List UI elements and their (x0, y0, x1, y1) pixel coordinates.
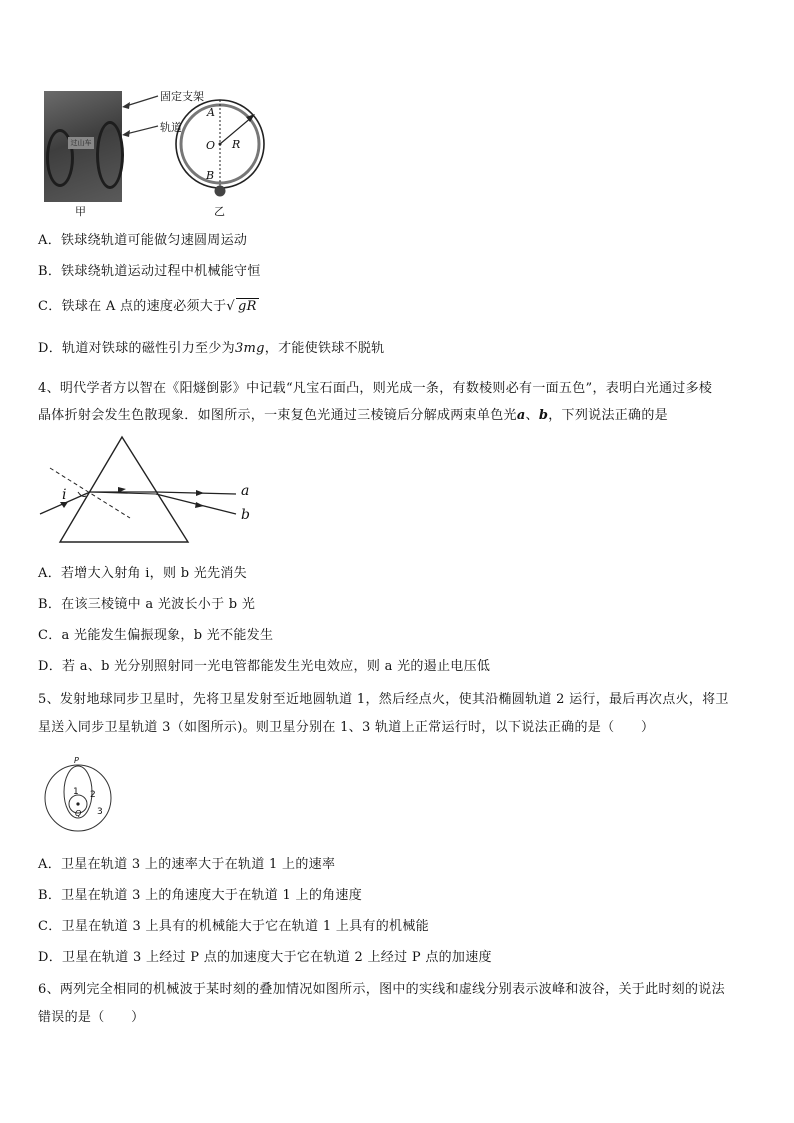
point-r-label: R (232, 138, 241, 151)
track-arrow (126, 126, 158, 134)
point-o-label: O (206, 139, 216, 152)
q3-option-c (38, 295, 259, 314)
center-dot (219, 143, 222, 146)
q3-option-d-suffix: ，才能使铁球不脱轨 (264, 341, 385, 356)
caption-yi: 乙 (214, 205, 225, 218)
q4-stem-line2 (38, 404, 668, 423)
orbit-label-1: 1 (73, 787, 79, 797)
orbit-diagram (40, 756, 116, 838)
orbit-3 (45, 765, 111, 831)
orbit-label-3: 3 (97, 807, 103, 817)
q3-option-a: A．铁球绕轨道可能做匀速圆周运动 (38, 233, 248, 248)
q5-option-c: C．卫星在轨道 3 上具有的机械能大于它在轨道 1 上具有的机械能 (38, 919, 429, 934)
q5-stem-line2: 星送入同步卫星轨道 3（如图所示)。则卫星分别在 1、3 轨道上正常运行时，以下说法正确的是（ ） (38, 720, 655, 735)
q4-option-c: C．a 光能发生偏振现象，b 光不能发生 (38, 628, 274, 643)
q5-option-b: B．卫星在轨道 3 上的角速度大于在轨道 1 上的角速度 (38, 888, 363, 903)
bracket-arrow (126, 96, 158, 106)
q3-option-d (38, 337, 384, 356)
track-label: 轨道 (160, 121, 182, 134)
orbit-label-2: 2 (90, 790, 96, 800)
iron-ball (215, 186, 226, 197)
q3-option-d-text: D．轨道对铁球的磁性引力至少为 (38, 341, 235, 356)
prism-label-a: a (241, 483, 250, 499)
q4-stem-a: a (516, 408, 526, 423)
point-a-label: A (207, 106, 215, 119)
prism-diagram (38, 432, 268, 547)
prism-label-i: i (62, 487, 67, 503)
photo-tag: 过山车 (68, 137, 94, 149)
q3-option-c-text: C．铁球在 A 点的速度必须大于 (38, 299, 227, 314)
q4-stem-sep: 、 (525, 408, 539, 423)
track-arrow-head (122, 130, 130, 137)
ray-a-arrow (196, 490, 204, 496)
orbit-label-p: P (74, 756, 79, 765)
bracket-label: 固定支架 (160, 90, 204, 103)
caption-jia: 甲 (75, 205, 86, 218)
q4-option-a: A．若增大入射角 i，则 b 光先消失 (38, 566, 247, 581)
bracket-arrow-head (122, 102, 130, 109)
q5-option-d: D．卫星在轨道 3 上经过 P 点的加速度大于它在轨道 2 上经过 P 点的加速度 (38, 950, 492, 965)
q5-option-a: A．卫星在轨道 3 上的速率大于在轨道 1 上的速率 (38, 857, 336, 872)
q6-stem-line1: 6、两列完全相同的机械波于某时刻的叠加情况如图所示，图中的实线和虚线分别表示波峰和波谷，关于此时刻的说法 (38, 982, 725, 997)
q4-stem-b: b (538, 408, 549, 423)
sqrt-gr: gR (238, 299, 257, 314)
q4-stem-line1: 4、明代学者方以智在《阳燧倒影》中记载“凡宝石面凸，则光成一条，有数棱则必有一面五色”，表明白光通过多棱 (38, 381, 713, 396)
q4-stem-line2-text: 晶体折射会发生色散现象．如图所示，一束复色光通过三棱镜后分解成两束单色光 (38, 408, 517, 423)
point-b-label: B (206, 169, 215, 182)
q3-option-d-math: 3mg (234, 341, 265, 356)
prism-label-b: b (241, 507, 251, 523)
q4-stem-line2-suffix: ，下列说法正确的是 (548, 408, 668, 423)
sqrt-sign: √ (226, 299, 235, 314)
q4-option-d: D．若 a、b 光分别照射同一光电管都能发生光电效应，则 a 光的遏止电压低 (38, 659, 491, 674)
q4-option-b: B．在该三棱镜中 a 光波长小于 b 光 (38, 597, 256, 612)
q6-stem-line2: 错误的是（ ） (38, 1010, 145, 1025)
q5-stem-line1: 5、发射地球同步卫星时，先将卫星发射至近地圆轨道 1，然后经点火，使其沿椭圆轨道 2 运行，最后再次点火，将卫 (38, 692, 729, 707)
orbit-label-q: Q (75, 809, 82, 818)
earth-dot (76, 802, 79, 805)
q3-option-b: B．铁球绕轨道运动过程中机械能守恒 (38, 264, 261, 279)
